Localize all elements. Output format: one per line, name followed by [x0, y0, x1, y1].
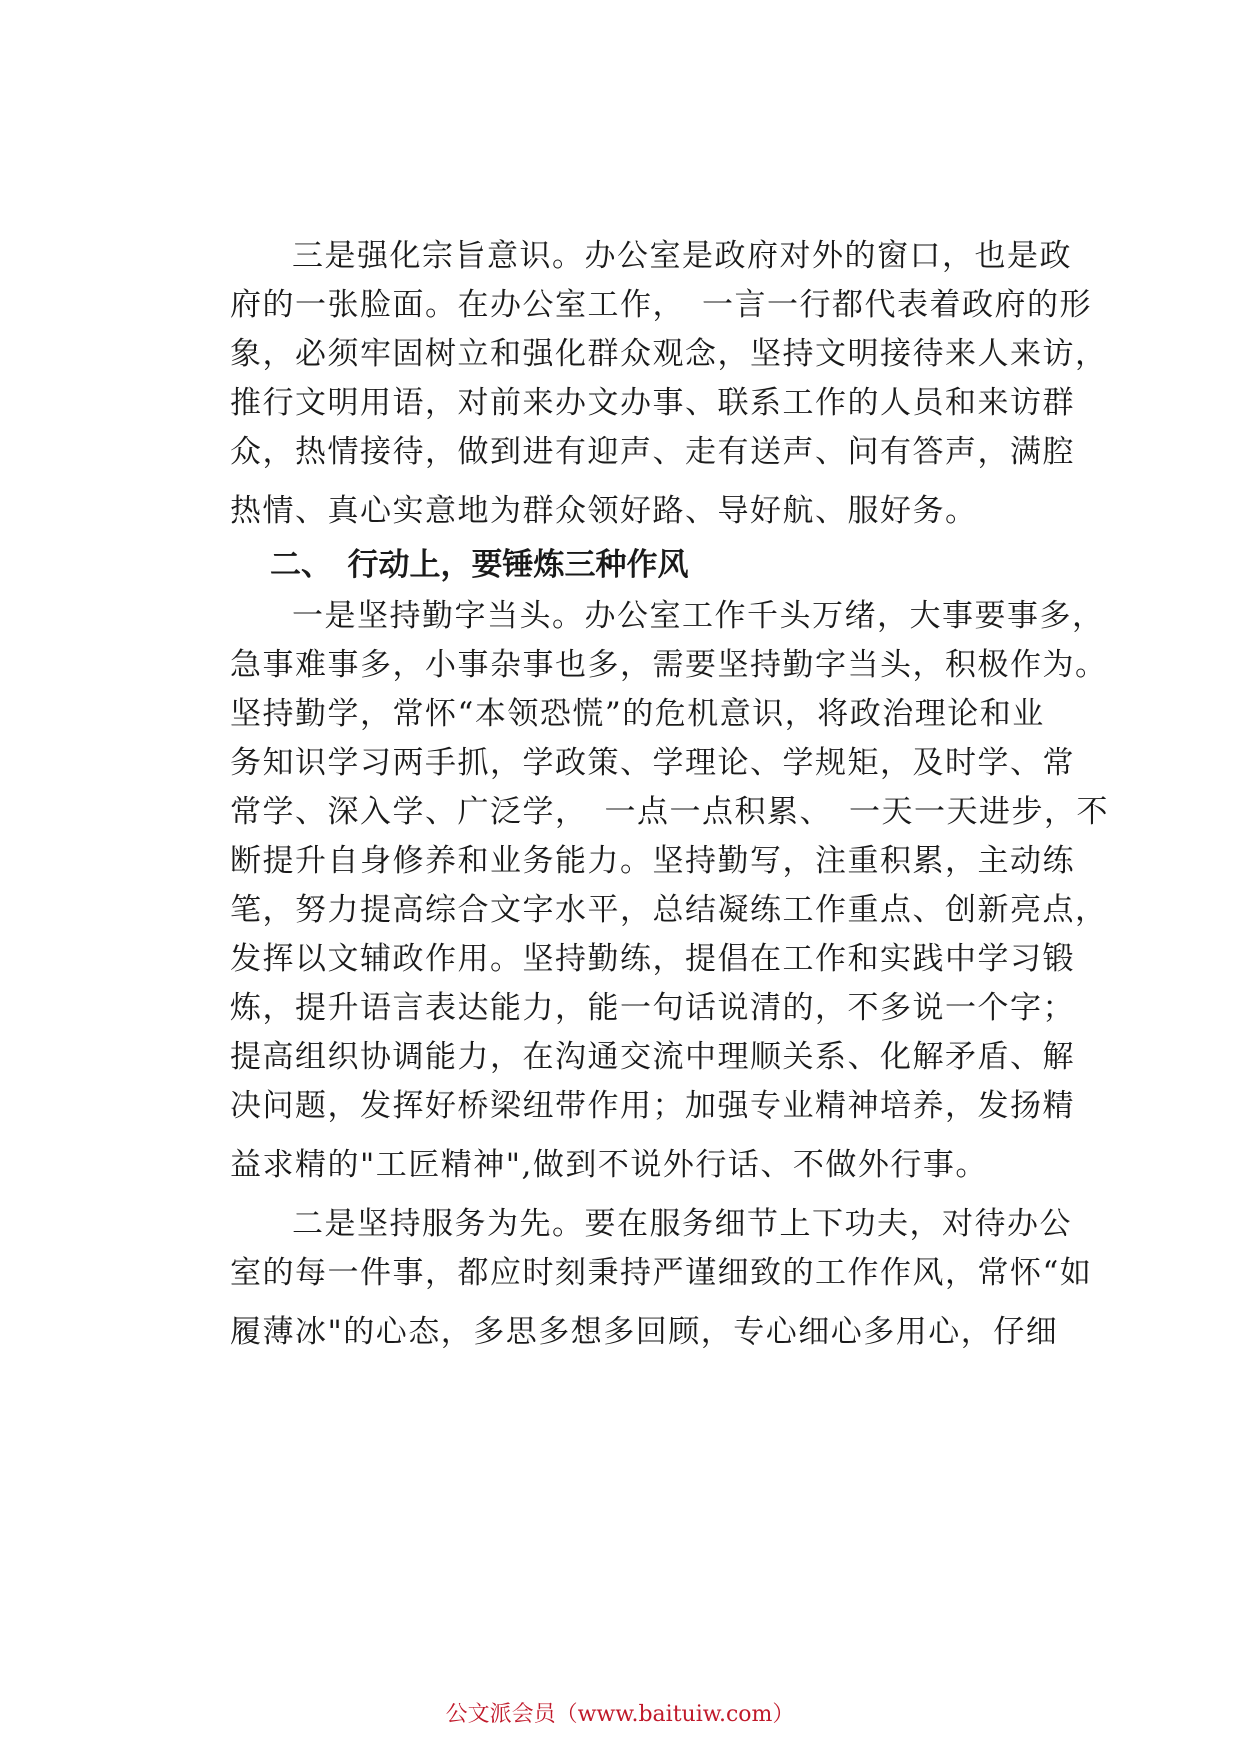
paragraph-purpose-awareness — [230, 232, 1108, 536]
text-line: 推行文明用语，对前来办文办事、联系工作的人员和来访群 — [230, 385, 1075, 421]
text-line: 急事难事多，小事杂事也多，需要坚持勤字当头，积极作为。 — [230, 647, 1108, 683]
text-line: 决问题，发挥好桥梁纽带作用；加强专业精神培养，发扬精 — [230, 1088, 1075, 1124]
footer-watermark: 公文派会员（www.baituiw.com） — [445, 1702, 795, 1727]
text-line: 炼，提升语言表达能力，能一句话说清的，不多说一个字； — [230, 990, 1075, 1026]
text-line: 履薄冰"的心态，多思多想多回顾，专心细心多用心，仔细 — [230, 1314, 1059, 1350]
section-heading: 二、 行动上，要锤炼三种作风 — [270, 547, 689, 583]
text-line: 府的一张脸面。在办公室工作， 一言一行都代表着政府的形 — [230, 287, 1092, 323]
text-line: 热情、真心实意地为群众领好路、导好航、服好务。 — [230, 493, 978, 529]
paragraph-diligence — [230, 592, 1109, 1190]
text-line: 二是坚持服务为先。要在服务细节上下功夫，对待办公 — [292, 1206, 1072, 1242]
text-line: 常学、深入学、广泛学， 一点一点积累、 一天一天进步，不 — [230, 794, 1109, 830]
text-line: 室的每一件事，都应时刻秉持严谨细致的工作作风，常怀“如 — [230, 1255, 1093, 1291]
text-line: 笔，努力提高综合文字水平，总结凝练工作重点、创新亮点， — [230, 892, 1108, 928]
text-line: 断提升自身修养和业务能力。坚持勤写，注重积累，主动练 — [230, 843, 1075, 879]
text-line: 一是坚持勤字当头。办公室工作千头万绪，大事要事多， — [292, 598, 1105, 634]
text-line: 发挥以文辅政作用。坚持勤练，提倡在工作和实践中学习锻 — [230, 941, 1075, 977]
text-line: 三是强化宗旨意识。办公室是政府对外的窗口，也是政 — [292, 238, 1072, 274]
document-body — [230, 232, 1109, 1357]
paragraph-service-first — [230, 1200, 1093, 1357]
text-line: 益求精的"工匠精神",做到不说外行话、不做外行事。 — [230, 1147, 988, 1183]
text-line: 提高组织协调能力，在沟通交流中理顺关系、化解矛盾、解 — [230, 1039, 1075, 1075]
text-line: 坚持勤学，常怀“本领恐慌”的危机意识，将政治理论和业 — [230, 696, 1045, 732]
text-line: 务知识学习两手抓，学政策、学理论、学规矩，及时学、常 — [230, 745, 1075, 781]
text-line: 象，必须牢固树立和强化群众观念，坚持文明接待来人来访， — [230, 336, 1108, 372]
text-line: 众，热情接待，做到进有迎声、走有送声、问有答声，满腔 — [230, 434, 1075, 470]
paragraph-gap — [230, 1190, 1080, 1200]
